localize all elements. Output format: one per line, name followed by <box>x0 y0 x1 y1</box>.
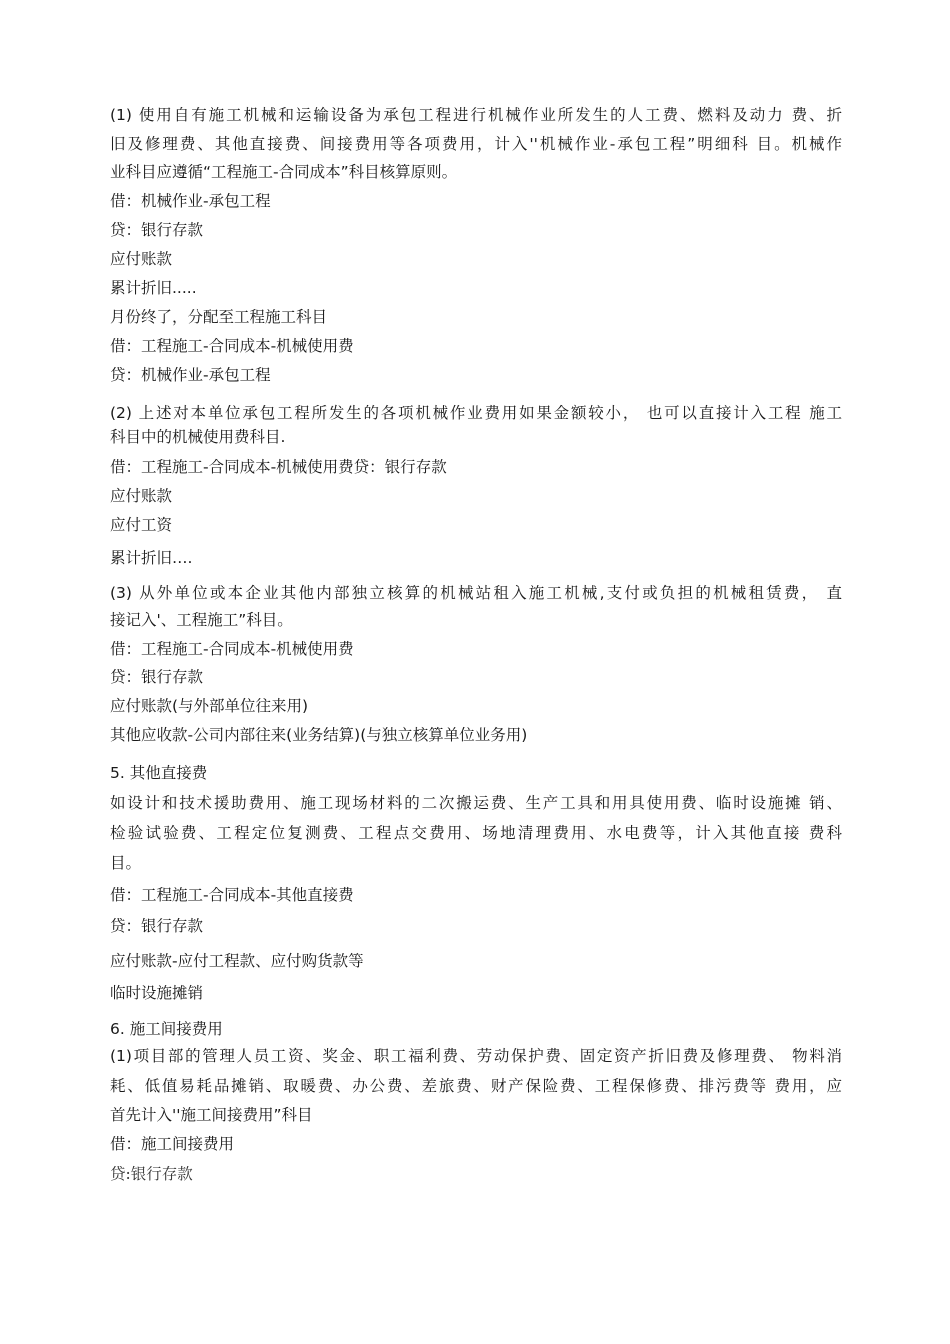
text-line: 累计折旧…. <box>110 549 193 567</box>
text-line: 借：机械作业-承包工程 <box>110 192 271 210</box>
text-line: (1) 使用自有施工机械和运输设备为承包工程进行机械作业所发生的人工费、燃料及动力 费、折 <box>110 106 842 124</box>
text-line: 检验试验费、工程定位复测费、工程点交费用、场地清理费用、水电费等，计入其他直接 费科 <box>110 824 842 842</box>
section-heading: 5. 其他直接费 <box>110 764 208 782</box>
text-line: 应付账款 <box>110 250 173 268</box>
text-line: 借：工程施工-合同成本-机械使用费 <box>110 337 354 355</box>
text-line: 如设计和技术援助费用、施工现场材料的二次搬运费、生产工具和用具使用费、临时设施摊 销、 <box>110 794 842 812</box>
text-line: (3) 从外单位或本企业其他内部独立核算的机械站租入施工机械,支付或负担的机械租赁费， 直 <box>110 584 842 602</box>
text-line: 业科目应遵循“工程施工-合同成本”科目核算原则。 <box>110 163 458 181</box>
text-line: 应付账款-应付工程款、应付购货款等 <box>110 952 364 970</box>
text-line: 耗、低值易耗品摊销、取暖费、办公费、差旅费、财产保险费、工程保修费、排污费等 费用，应 <box>110 1077 842 1095</box>
text-line: 贷：银行存款 <box>110 668 204 686</box>
text-line: 应付工资 <box>110 516 173 534</box>
text-line: 贷：银行存款 <box>110 917 204 935</box>
section-heading: 6. 施工间接费用 <box>110 1020 223 1038</box>
text-line: 接记入'、工程施工”科目。 <box>110 611 293 629</box>
text-line: 应付账款(与外部单位往来用) <box>110 697 309 715</box>
text-line: 贷：机械作业-承包工程 <box>110 366 271 384</box>
text-line: 首先计入''施工间接费用”科目 <box>110 1106 313 1124</box>
text-line: 累计折旧..... <box>110 279 197 297</box>
text-line: 贷:银行存款 <box>110 1165 193 1183</box>
text-line: (1)项目部的管理人员工资、奖金、职工福利费、劳动保护费、固定资产折旧费及修理费、 物料消 <box>110 1047 842 1065</box>
text-line: 借：工程施工-合同成本-机械使用费贷：银行存款 <box>110 458 447 476</box>
text-line: 借：施工间接费用 <box>110 1135 235 1153</box>
text-line: (2) 上述对本单位承包工程所发生的各项机械作业费用如果金额较小， 也可以直接计入工程 施工 <box>110 404 842 422</box>
text-line: 科目中的机械使用费科目. <box>110 428 286 446</box>
text-line: 旧及修理费、其他直接费、间接费用等各项费用，计入''机械作业-承包工程”明细科 目。机械作 <box>110 135 842 153</box>
text-line: 借：工程施工-合同成本-其他直接费 <box>110 886 354 904</box>
text-line: 其他应收款-公司内部往来(业务结算)(与独立核算单位业务用) <box>110 726 528 744</box>
text-line: 应付账款 <box>110 487 173 505</box>
text-line: 月份终了，分配至工程施工科目 <box>110 308 328 326</box>
text-line: 贷：银行存款 <box>110 221 204 239</box>
text-line: 目。 <box>110 854 142 872</box>
text-line: 借：工程施工-合同成本-机械使用费 <box>110 640 354 658</box>
text-line: 临时设施摊销 <box>110 984 204 1002</box>
